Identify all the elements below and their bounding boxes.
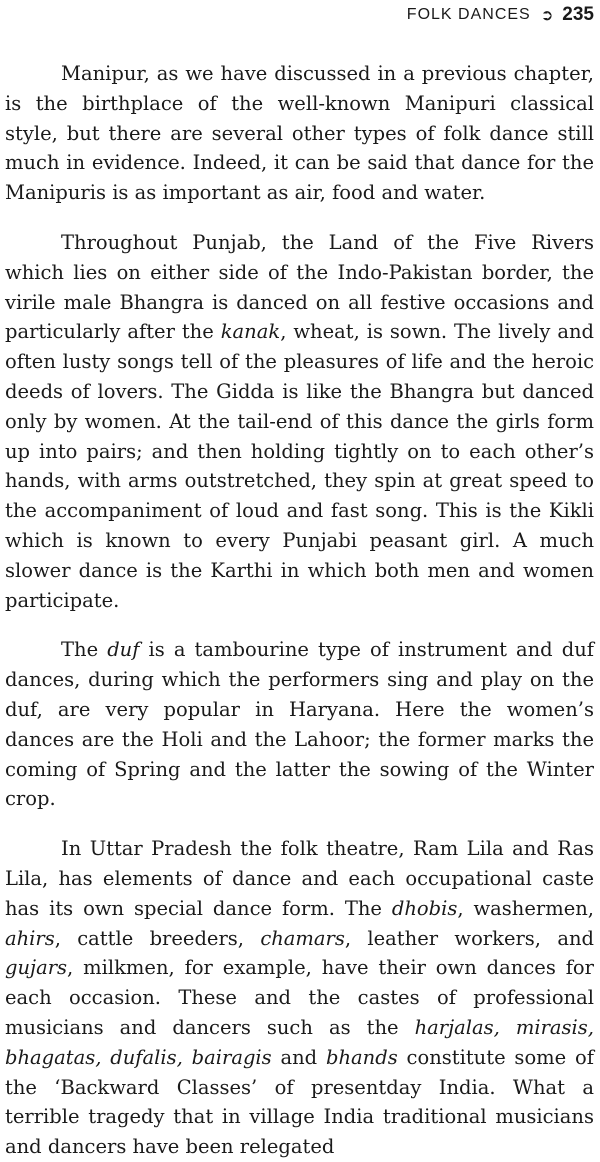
text-run: , wheat, is sown. The lively and often lusty songs tell of the pleasures of life and the heroic deeds of lovers. The Gidda is like the Bhangra but danced only by women. At the tail-end of this dance the girls form up into pairs; and then holding tightly on to each other’s hands, with arms outstretched, they spin at great speed to the accompaniment of loud and fast song. This is the Kikli which is known to every Punjabi peasant girl. A much slower dance is the Karthi in which both men and women participate. xyxy=(5,320,594,612)
text-run: , leather workers, and xyxy=(344,926,594,950)
italic-term: chamars xyxy=(260,926,345,950)
text-run: Throughout Punjab, the Land of the Five Rivers which lies on either side of the Indo-Pakistan border, the virile male Bhangra is danced on all festive occasions and particularly after the xyxy=(5,230,594,344)
text-run: , cattle breeders, xyxy=(54,926,261,950)
paragraph-punjab xyxy=(5,228,594,615)
italic-term: kanak xyxy=(220,320,281,344)
page-number: 235 xyxy=(562,4,594,25)
text-run: and xyxy=(271,1045,326,1069)
text-run: In Uttar Pradesh the folk theatre, Ram Lila and Ras Lila, has elements of dance and each occupational caste has its own special dance form. The xyxy=(5,837,594,920)
italic-term: harjalas, mirasis, bhagatas, dufalis, bairagis xyxy=(5,1015,594,1069)
paragraph-uttar-pradesh xyxy=(5,834,594,1162)
paragraph-manipur xyxy=(5,59,594,208)
running-header xyxy=(0,4,594,26)
text-run: is a tambourine type of instrument and duf dances, during which the performers sing and play on the duf, are very popular in Haryana. Here the women’s dances are the Holi and the Lahoor; the former marks the coming of Spring and the latter the sowing of the Winter crop. xyxy=(5,638,594,811)
paragraph-haryana xyxy=(5,635,594,814)
circle-arrow-icon: ➲ xyxy=(540,7,555,24)
text-run: Manipur, as we have discussed in a previous chapter, is the birthplace of the well-known Manipuri classical style, but there are several other types of folk dance still much in evidence. Indeed, it can be said that dance for the Manipuris is as important as air, food and water. xyxy=(5,62,594,205)
text-run: constitute some of the ‘Backward Classes’ of presentday India. What a terrible tragedy that in village India traditional musicians and dancers have been relegated xyxy=(5,1045,594,1159)
text-run: , milkmen, for example, have their own dances for each occasion. These and the castes of professional musicians and dancers such as the xyxy=(5,956,594,1039)
running-title: FOLK DANCES xyxy=(406,6,531,23)
italic-term: bhands xyxy=(326,1045,398,1069)
italic-term: ahirs xyxy=(5,926,55,950)
text-run: The xyxy=(61,638,108,662)
italic-term: dhobis xyxy=(391,896,458,920)
italic-term: gujars xyxy=(5,956,68,980)
page-body xyxy=(5,59,594,1162)
italic-term: duf xyxy=(107,638,140,662)
text-run: , washermen, xyxy=(457,896,594,920)
